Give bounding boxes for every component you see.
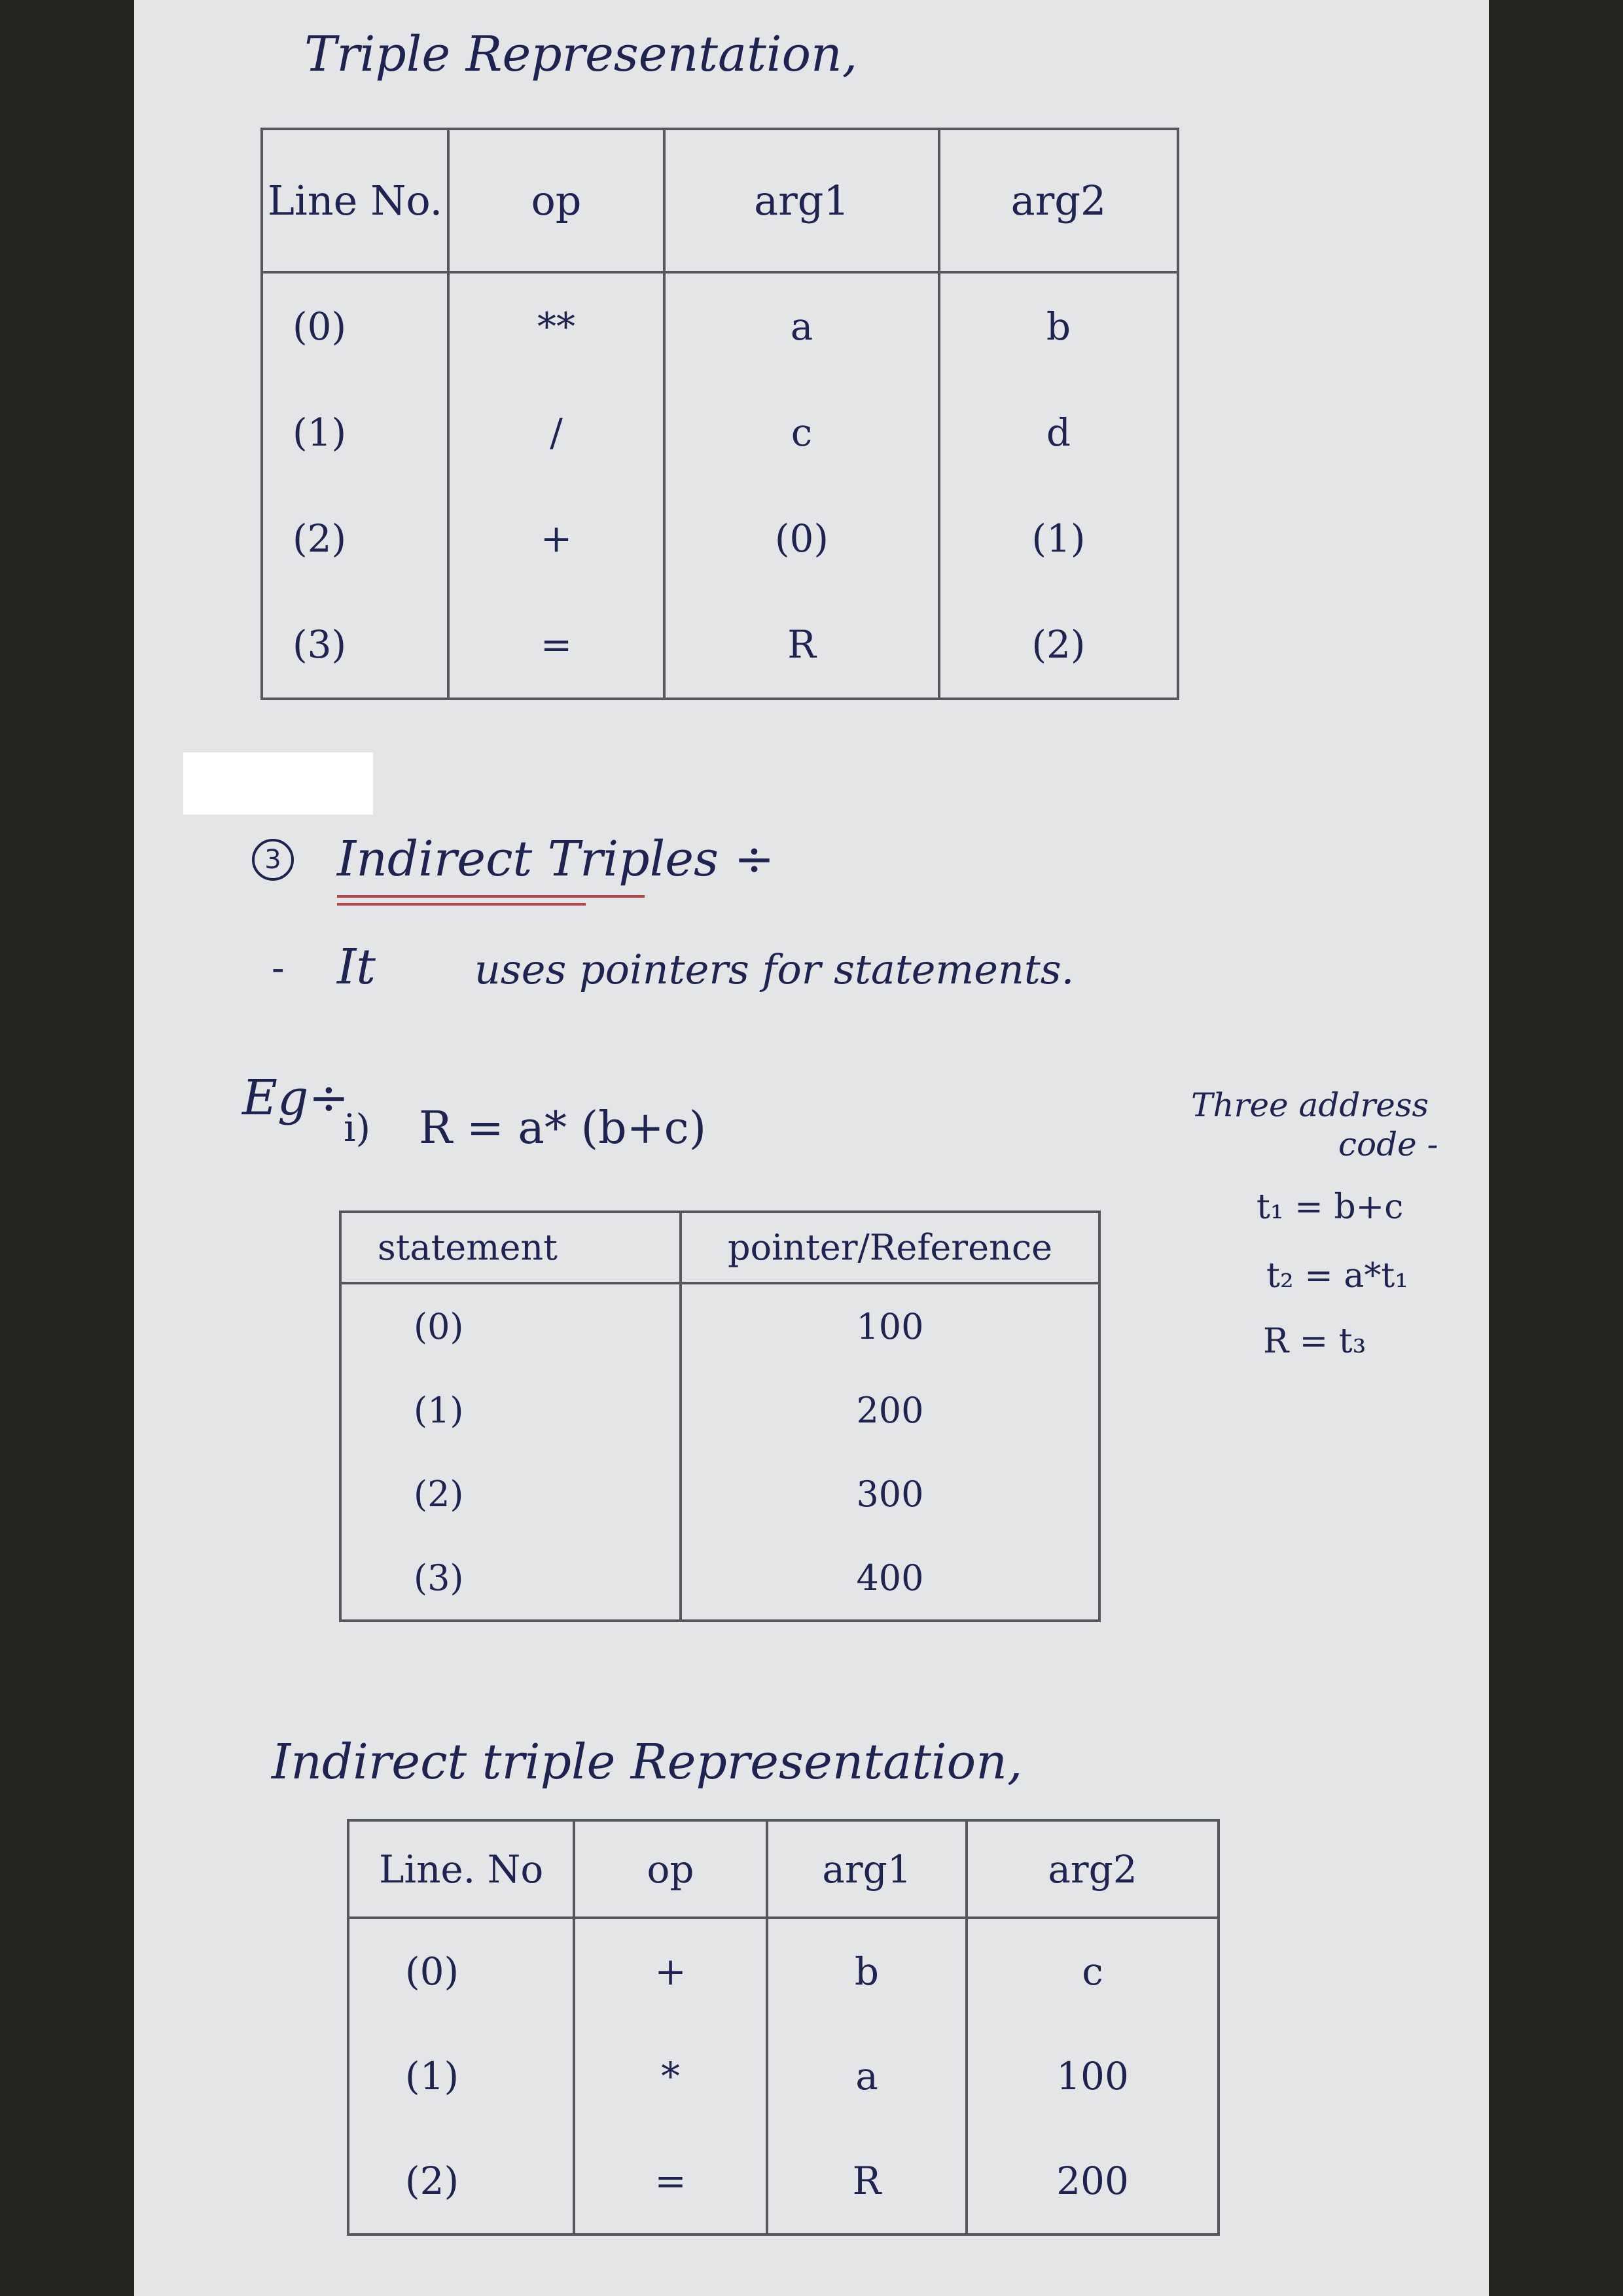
table-row xyxy=(340,1283,1099,1368)
note-bullet: - xyxy=(272,945,285,990)
cell-arg1: a xyxy=(767,2024,967,2128)
cell-arg2: c xyxy=(967,1918,1219,2024)
redaction-box xyxy=(183,752,373,815)
cell-statement: (3) xyxy=(340,1536,681,1621)
table-row xyxy=(262,486,1178,592)
cell-arg2: b xyxy=(939,272,1178,380)
header-arg1: arg1 xyxy=(767,1820,967,1918)
tac-line: R = t₃ xyxy=(1263,1322,1366,1361)
cell-op: * xyxy=(574,2024,767,2128)
cell-line-no: (2) xyxy=(348,2128,574,2234)
table-header-row xyxy=(262,129,1178,272)
cell-arg2: d xyxy=(939,380,1178,486)
indirect-triple-representation-heading: Indirect triple Representation, xyxy=(272,1734,1023,1790)
section-number-badge: 3 xyxy=(252,839,294,881)
note-it: It xyxy=(337,939,376,995)
cell-op: ** xyxy=(448,272,664,380)
cell-arg2: (2) xyxy=(939,592,1178,699)
tac-line: t₁ = b+c xyxy=(1257,1188,1404,1227)
cell-statement: (0) xyxy=(340,1283,681,1368)
header-statement: statement xyxy=(340,1212,681,1283)
table-header-row xyxy=(340,1212,1099,1283)
triple-representation-heading: Triple Representation, xyxy=(304,26,858,82)
tac-title-line1: Three address xyxy=(1191,1086,1429,1124)
header-arg2: arg2 xyxy=(967,1820,1219,1918)
cell-line-no: (1) xyxy=(348,2024,574,2128)
example-number: i) xyxy=(344,1106,371,1150)
header-line-no: Line. No xyxy=(348,1820,574,1918)
cell-line-no: (0) xyxy=(348,1918,574,2024)
cell-line-no: (2) xyxy=(262,486,448,592)
cell-statement: (2) xyxy=(340,1452,681,1536)
triple-table xyxy=(260,128,1179,700)
cell-line-no: (0) xyxy=(262,272,448,380)
cell-arg1: R xyxy=(664,592,939,699)
notebook-page xyxy=(134,0,1489,2296)
indirect-triple-table xyxy=(347,1819,1220,2236)
cell-arg1: R xyxy=(767,2128,967,2234)
cell-statement: (1) xyxy=(340,1368,681,1452)
table-row xyxy=(348,1918,1219,2024)
cell-arg2: 100 xyxy=(967,2024,1219,2128)
note-text: uses pointers for statements. xyxy=(474,945,1075,993)
table-row xyxy=(348,2024,1219,2128)
header-line-no: Line No. xyxy=(262,129,448,272)
table-row xyxy=(340,1536,1099,1621)
indirect-triples-heading: Indirect Triples ÷ xyxy=(337,831,775,887)
pointer-table xyxy=(339,1210,1101,1622)
cell-pointer: 200 xyxy=(681,1368,1099,1452)
header-arg2: arg2 xyxy=(939,129,1178,272)
table-row xyxy=(262,592,1178,699)
cell-arg2: (1) xyxy=(939,486,1178,592)
table-row xyxy=(340,1368,1099,1452)
cell-op: + xyxy=(448,486,664,592)
table-row xyxy=(348,2128,1219,2234)
cell-pointer: 400 xyxy=(681,1536,1099,1621)
cell-pointer: 300 xyxy=(681,1452,1099,1536)
cell-op: / xyxy=(448,380,664,486)
cell-op: + xyxy=(574,1918,767,2024)
cell-arg1: b xyxy=(767,1918,967,2024)
cell-arg1: c xyxy=(664,380,939,486)
table-row xyxy=(262,272,1178,380)
cell-pointer: 100 xyxy=(681,1283,1099,1368)
cell-arg2: 200 xyxy=(967,2128,1219,2234)
example-label: Eg÷ xyxy=(242,1070,349,1126)
cell-op: = xyxy=(448,592,664,699)
cell-line-no: (1) xyxy=(262,380,448,486)
header-arg1: arg1 xyxy=(664,129,939,272)
tac-title-line2: code - xyxy=(1338,1125,1438,1163)
cell-arg1: (0) xyxy=(664,486,939,592)
table-row xyxy=(340,1452,1099,1536)
cell-arg1: a xyxy=(664,272,939,380)
heading-underline xyxy=(337,903,586,906)
tac-line: t₂ = a*t₁ xyxy=(1266,1256,1409,1296)
cell-line-no: (3) xyxy=(262,592,448,699)
cell-op: = xyxy=(574,2128,767,2234)
header-op: op xyxy=(448,129,664,272)
header-op: op xyxy=(574,1820,767,1918)
table-row xyxy=(262,380,1178,486)
heading-underline xyxy=(337,895,645,898)
table-header-row xyxy=(348,1820,1219,1918)
header-pointer-reference: pointer/Reference xyxy=(681,1212,1099,1283)
example-expression: R = a* (b+c) xyxy=(419,1103,707,1154)
